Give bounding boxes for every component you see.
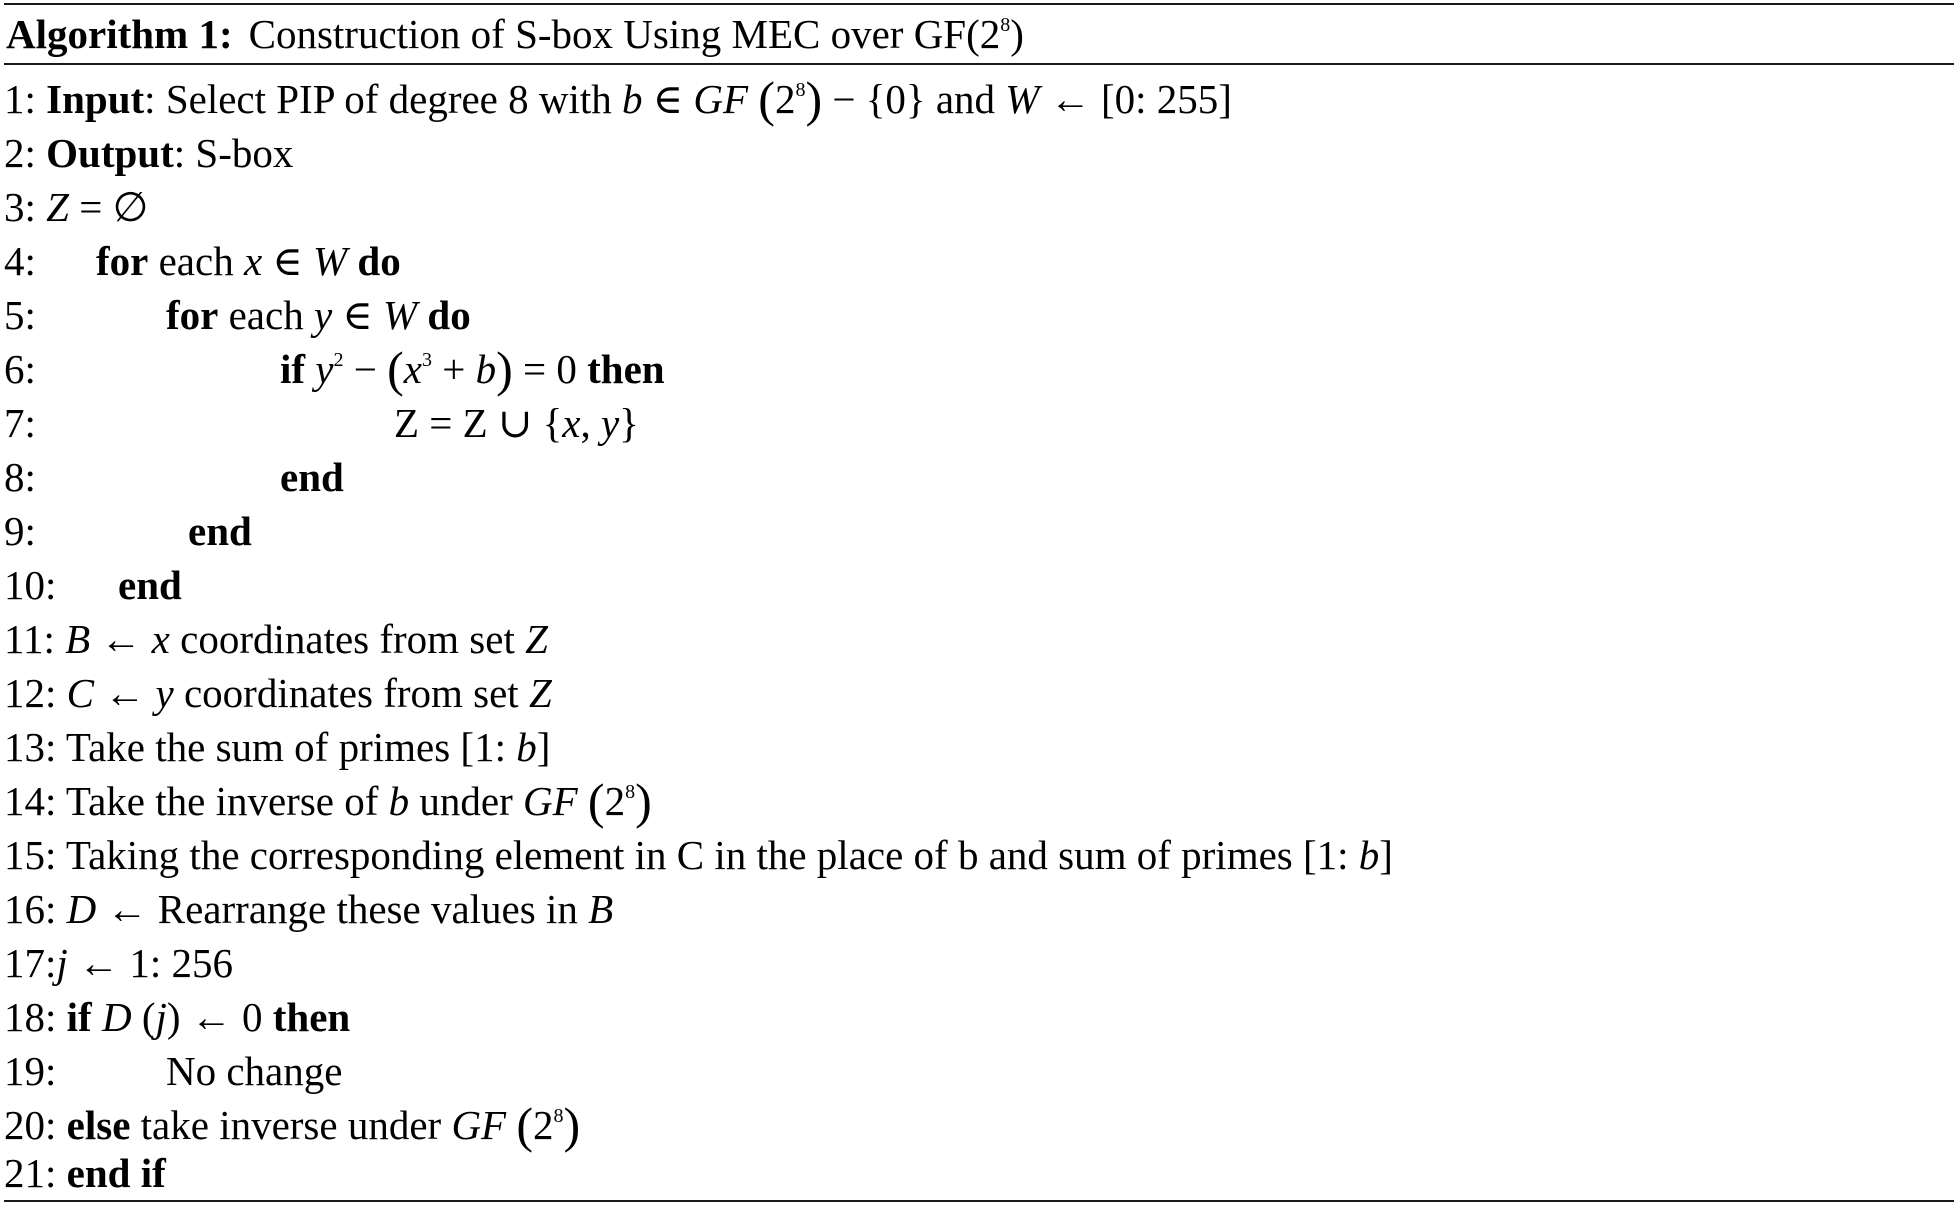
- line-number: 9:: [4, 508, 36, 554]
- keyword: do: [347, 238, 401, 284]
- variable: GF: [693, 76, 749, 122]
- variable: W: [1005, 76, 1040, 122]
- text: [578, 778, 588, 824]
- text: coordinates from set: [169, 616, 526, 662]
- line-number: 11:: [4, 616, 55, 662]
- variable: W: [383, 292, 418, 338]
- text: = ∅: [68, 184, 149, 230]
- text: +: [431, 346, 476, 392]
- superscript: 8: [625, 781, 636, 803]
- algo-line-2: [4, 126, 293, 180]
- text: [92, 994, 102, 1040]
- keyword: if: [66, 994, 92, 1040]
- algorithm-title-text: Construction of S-box Using MEC over GF(2: [248, 11, 1001, 57]
- line-number: 1:: [4, 76, 36, 122]
- text: }: [619, 400, 639, 446]
- algo-line-3: [4, 180, 148, 234]
- text: each: [218, 292, 314, 338]
- text: ←: [94, 670, 156, 716]
- text: ]: [1379, 832, 1393, 878]
- text: ,: [580, 400, 601, 446]
- text: : Select PIP of degree 8 with: [144, 76, 623, 122]
- variable: y: [155, 670, 174, 716]
- line-number: 19:: [4, 1048, 57, 1094]
- algo-line-20: [4, 1098, 580, 1152]
- algo-line-10: [4, 558, 182, 612]
- text: ← 1: 256: [67, 940, 233, 986]
- variable: GF: [451, 1102, 507, 1148]
- line-number: 3:: [4, 184, 36, 230]
- algo-line-1: [4, 72, 1232, 126]
- line-number: 20:: [4, 1102, 57, 1148]
- variable: x: [151, 616, 170, 662]
- text: No change: [166, 1048, 343, 1094]
- line-number: 18:: [4, 994, 57, 1040]
- variable: D: [66, 886, 97, 932]
- algo-line-7: [4, 396, 639, 450]
- text: [506, 1102, 516, 1148]
- paren: ): [805, 71, 823, 127]
- paren: ): [496, 341, 513, 397]
- superscript: 8: [553, 1105, 564, 1127]
- line-number: 15:: [4, 832, 57, 878]
- algo-line-21: [4, 1146, 166, 1200]
- algorithm-title: [6, 8, 1024, 60]
- algo-line-14: [4, 774, 652, 828]
- text: − {0} and: [822, 76, 1006, 122]
- line-number: 21:: [4, 1150, 57, 1196]
- keyword: then: [576, 346, 665, 392]
- text: Take the sum of primes [1:: [56, 724, 517, 770]
- keyword: Input: [46, 76, 145, 122]
- algo-line-5: [4, 288, 471, 342]
- variable: x: [562, 400, 581, 446]
- variable: B: [588, 886, 614, 932]
- paren: ): [635, 773, 652, 829]
- keyword: do: [417, 292, 471, 338]
- line-number: 6:: [4, 346, 36, 392]
- text: −: [343, 346, 388, 392]
- paren: (: [758, 71, 775, 127]
- superscript: 8: [795, 79, 806, 101]
- variable: b: [1358, 832, 1380, 878]
- text: Take the inverse of: [56, 778, 389, 824]
- text: 2: [533, 1102, 554, 1148]
- variable: y: [315, 346, 334, 392]
- algo-line-17: [4, 936, 233, 990]
- line-number: 17:: [4, 940, 57, 986]
- algo-line-11: [4, 612, 548, 666]
- variable: Z: [528, 670, 552, 716]
- algo-line-13: [4, 720, 550, 774]
- line-number: 4:: [4, 238, 36, 284]
- variable: D: [101, 994, 132, 1040]
- text: each: [148, 238, 244, 284]
- variable: b: [388, 778, 410, 824]
- keyword: end if: [66, 1150, 166, 1196]
- superscript: 2: [333, 349, 344, 371]
- algorithm-label: Algorithm 1:: [6, 11, 233, 57]
- algo-line-19: [4, 1044, 342, 1098]
- text: coordinates from set: [173, 670, 529, 716]
- keyword: end: [188, 508, 252, 554]
- text: ∈: [332, 292, 384, 338]
- text: ) ← 0: [166, 994, 263, 1040]
- algo-line-4: [4, 234, 401, 288]
- variable: x: [243, 238, 263, 284]
- text: Z = Z ∪ {: [394, 400, 563, 446]
- top-rule: [4, 3, 1954, 5]
- line-number: 13:: [4, 724, 57, 770]
- algo-line-16: [4, 882, 613, 936]
- variable: b: [516, 724, 537, 770]
- text: ←: [90, 616, 152, 662]
- line-number: 16:: [4, 886, 57, 932]
- text: [748, 76, 758, 122]
- line-number: 2:: [4, 130, 36, 176]
- text: 2: [774, 76, 796, 122]
- text: under: [409, 778, 523, 824]
- variable: W: [313, 238, 348, 284]
- text: take inverse under: [130, 1102, 452, 1148]
- variable: Z: [46, 184, 69, 230]
- variable: j: [155, 994, 167, 1040]
- algo-line-12: [4, 666, 552, 720]
- paren: (: [387, 341, 404, 397]
- paren: (: [516, 1097, 534, 1153]
- text: ]: [536, 724, 551, 770]
- algo-line-6: [4, 342, 665, 396]
- variable: b: [475, 346, 497, 392]
- keyword: for: [166, 292, 219, 338]
- title-superscript: 8: [1000, 14, 1011, 36]
- text: ← Rearrange these values in: [96, 886, 589, 932]
- header-rule: [4, 63, 1954, 65]
- text: ∈: [262, 238, 314, 284]
- keyword: end: [280, 454, 344, 500]
- variable: b: [622, 76, 643, 122]
- text: Taking the corresponding element in C in the place of b and sum of primes [1:: [56, 832, 1359, 878]
- keyword: else: [66, 1102, 131, 1148]
- algo-line-8: [4, 450, 344, 504]
- line-number: 7:: [4, 400, 36, 446]
- variable: x: [403, 346, 422, 392]
- text: : S-box: [173, 130, 294, 176]
- line-number: 5:: [4, 292, 36, 338]
- line-number: 10:: [4, 562, 57, 608]
- keyword: Output: [46, 130, 174, 176]
- line-number: 12:: [4, 670, 57, 716]
- variable: GF: [523, 778, 578, 824]
- variable: y: [600, 400, 620, 446]
- keyword: if: [280, 346, 306, 392]
- keyword: end: [118, 562, 182, 608]
- variable: y: [313, 292, 333, 338]
- title-close-paren: ): [1010, 11, 1024, 57]
- keyword: then: [262, 994, 351, 1040]
- paren: (: [587, 773, 605, 829]
- variable: Z: [525, 616, 548, 662]
- variable: B: [65, 616, 91, 662]
- line-number: 8:: [4, 454, 36, 500]
- text: ← [0: 255]: [1039, 76, 1232, 122]
- text: [305, 346, 315, 392]
- superscript: 3: [421, 349, 432, 371]
- text: = 0: [512, 346, 577, 392]
- keyword: for: [96, 238, 149, 284]
- text: (: [131, 994, 156, 1040]
- paren: ): [563, 1097, 581, 1153]
- text: ∈: [642, 76, 694, 122]
- text: 2: [604, 778, 626, 824]
- line-number: 14:: [4, 778, 57, 824]
- variable: C: [66, 670, 95, 716]
- algo-line-15: [4, 828, 1393, 882]
- bottom-rule: [4, 1200, 1954, 1202]
- algo-line-9: [4, 504, 252, 558]
- variable: j: [56, 940, 68, 986]
- algo-line-18: [4, 990, 350, 1044]
